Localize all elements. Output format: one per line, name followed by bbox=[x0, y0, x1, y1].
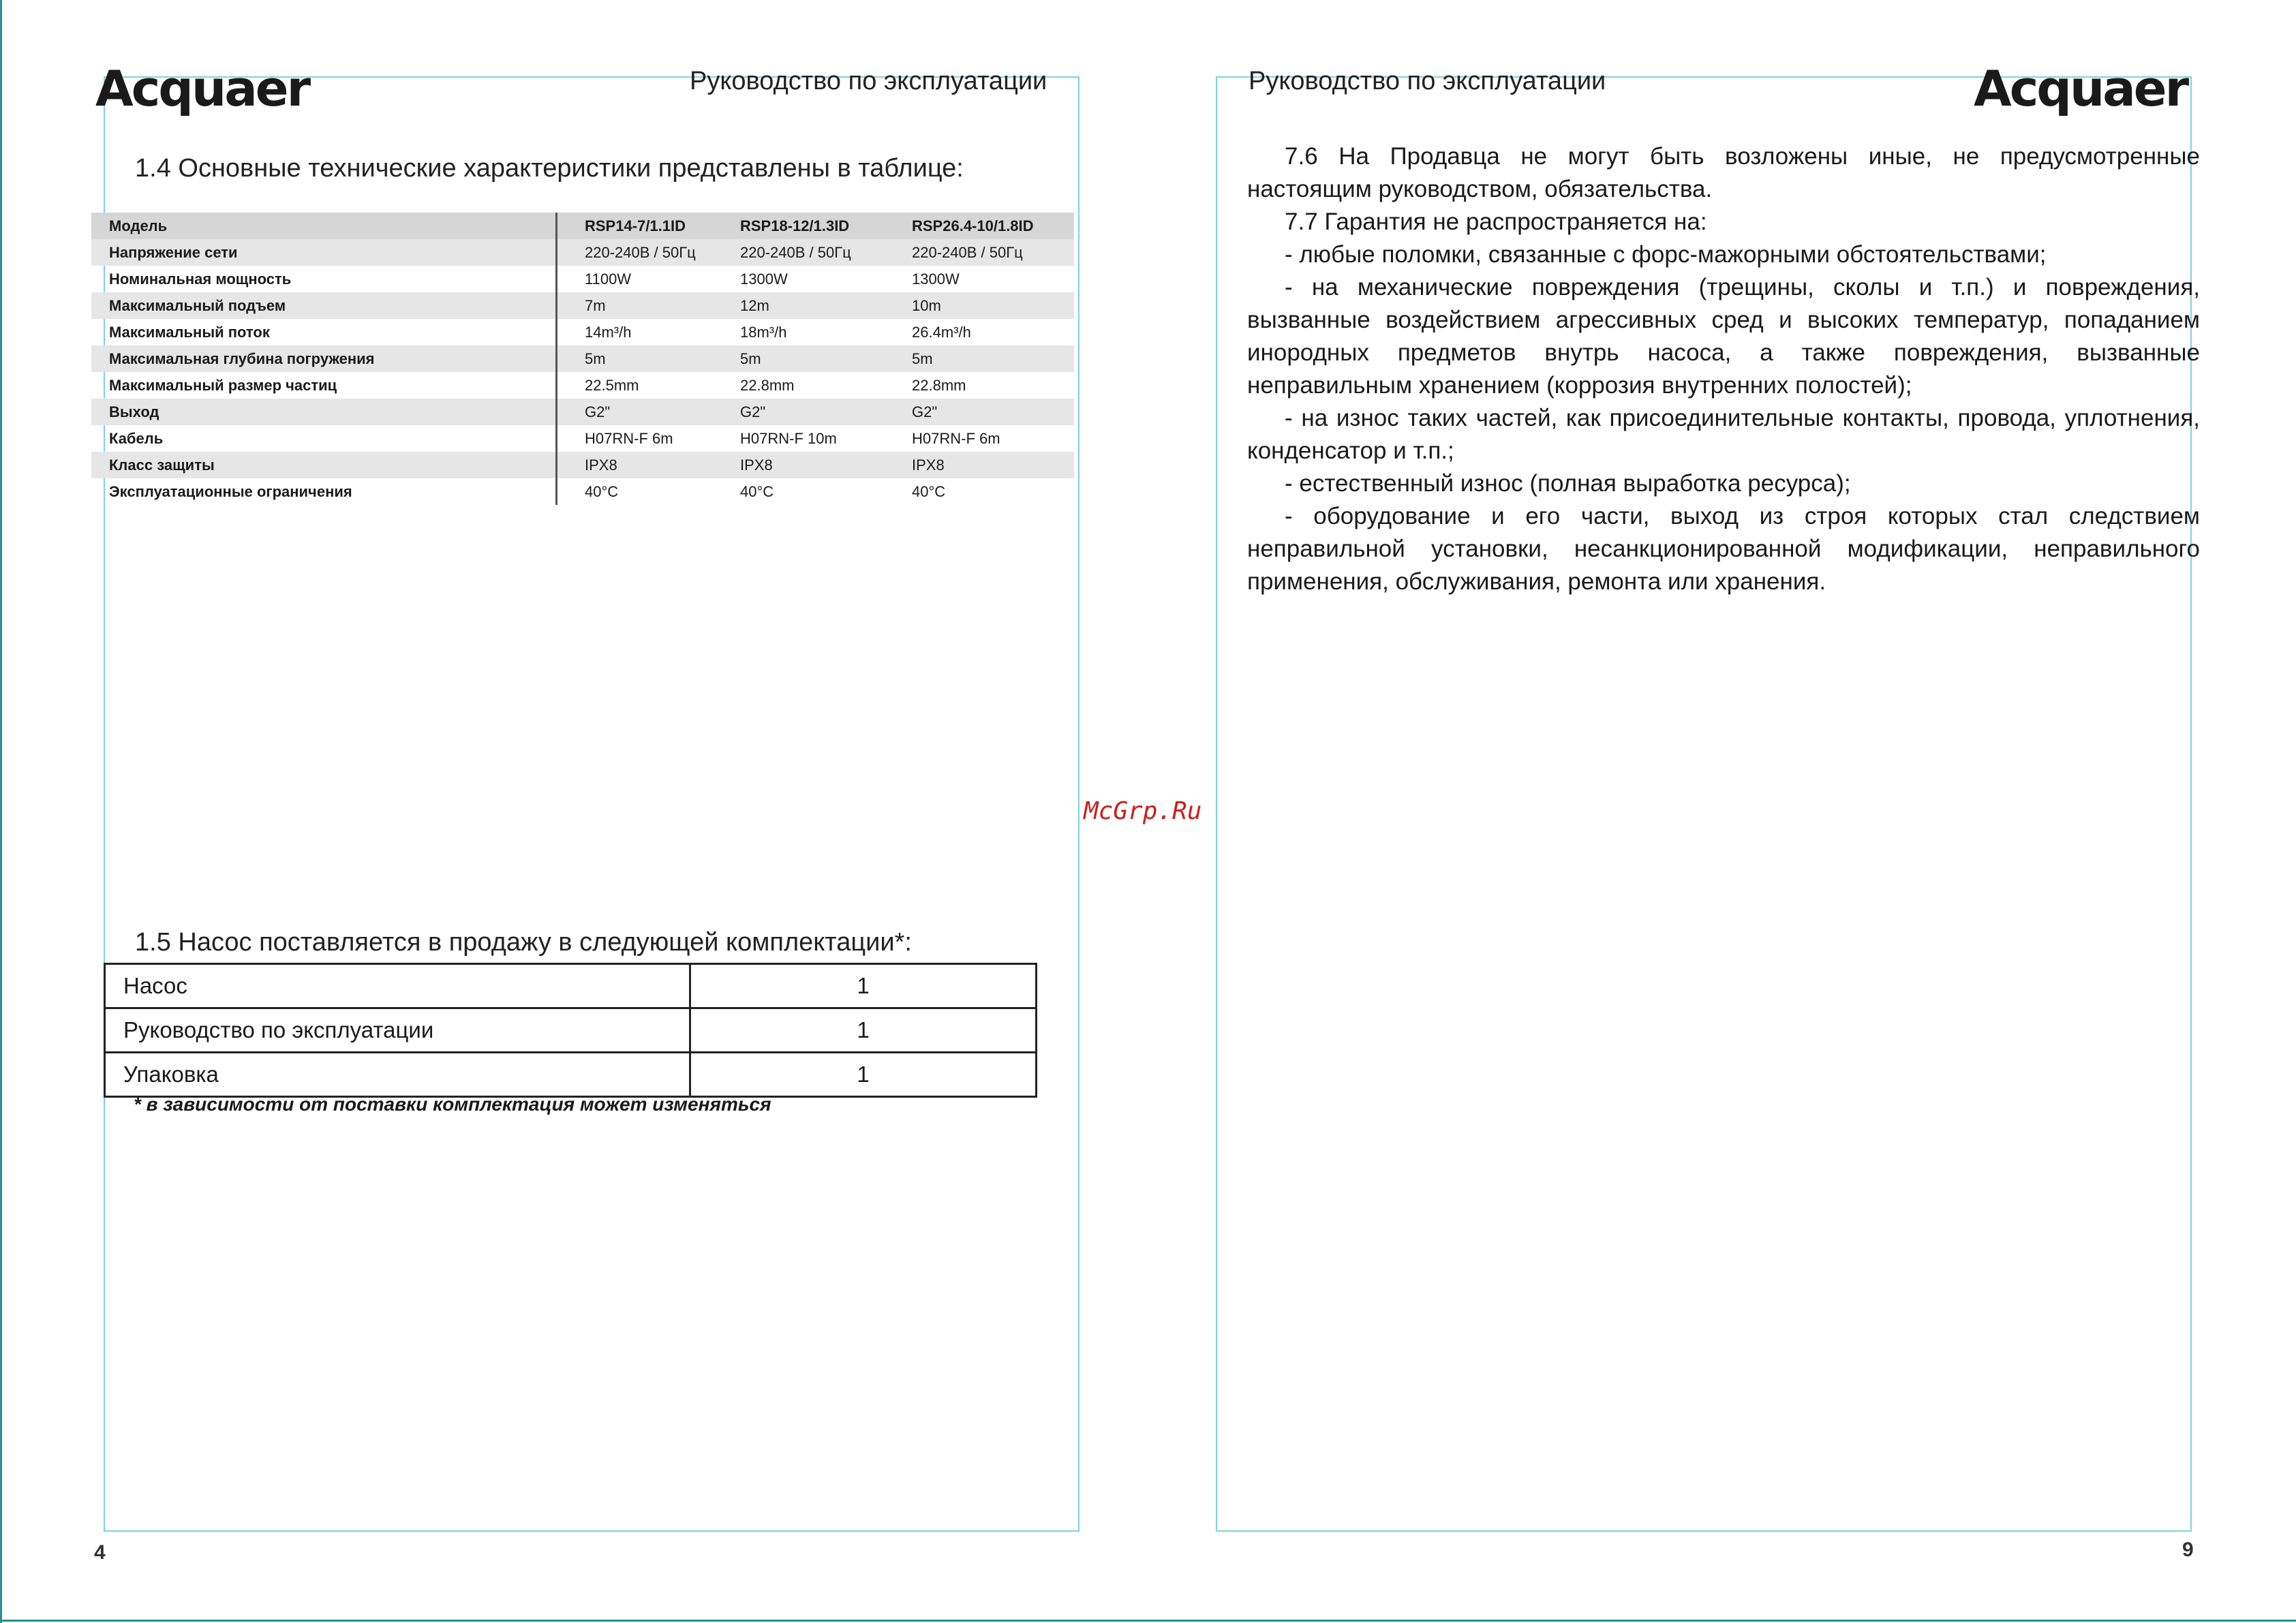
paragraph: 7.6 На Продавца не могут быть возложены иные, не предусмотренные настоящим руководством, обязательства. bbox=[1247, 143, 2200, 202]
spec-cell: Выход bbox=[91, 399, 557, 425]
spec-cell: 22.5mm bbox=[585, 376, 639, 394]
table-row bbox=[105, 1008, 1037, 1053]
right-page-number: 9 bbox=[2182, 1539, 2194, 1561]
kit-item-cell: Упаковка bbox=[105, 1053, 690, 1097]
left-edge-line bbox=[0, 0, 2, 1623]
kit-qty-cell: 1 bbox=[690, 964, 1037, 1008]
paragraph: - оборудование и его части, выход из строя которых стал следствием неправильной установки, несанкционированной модификации, неправильного применения, обслуживания, ремонта или хранения. bbox=[1247, 503, 2200, 595]
spec-cell: 220-240В / 50Гц bbox=[585, 243, 696, 261]
spec-cell: G2" bbox=[912, 403, 938, 420]
kit-footnote: * в зависимости от поставки комплектация может изменяться bbox=[134, 1094, 771, 1115]
spec-cell: 40°C bbox=[740, 482, 774, 500]
spec-cell: Максимальный поток bbox=[91, 319, 557, 345]
kit-qty-cell: 1 bbox=[690, 1008, 1037, 1053]
spec-cell: IPX8 bbox=[585, 456, 617, 474]
spec-cell: IPX8 bbox=[740, 456, 773, 474]
left-page-number: 4 bbox=[94, 1541, 106, 1564]
spec-cell: IPX8 bbox=[912, 456, 945, 474]
spec-header-cell: RSP14-7/1.1ID bbox=[585, 217, 686, 234]
kit-qty-cell: 1 bbox=[690, 1053, 1037, 1097]
spec-cell: 7m bbox=[585, 296, 606, 314]
kit-table bbox=[104, 963, 1037, 1098]
spec-cell: 10m bbox=[912, 296, 941, 314]
spec-cell: H07RN-F 10m bbox=[740, 429, 837, 447]
paragraph: - любые поломки, связанные с форс-мажорными обстоятельствами; bbox=[1285, 241, 2047, 268]
paragraph: 7.7 Гарантия не распространяется на: bbox=[1285, 208, 1707, 235]
kit-item-cell: Руководство по эксплуатации bbox=[105, 1008, 690, 1053]
spec-cell: G2" bbox=[740, 403, 766, 420]
right-logo: Acquaer bbox=[1974, 60, 2188, 117]
spec-cell: Максимальный размер частиц bbox=[91, 372, 557, 399]
spec-cell: 40°C bbox=[585, 482, 619, 500]
table-row bbox=[91, 345, 1074, 372]
spec-cell: Эксплуатационные ограничения bbox=[91, 478, 557, 505]
spec-cell: H07RN-F 6m bbox=[912, 429, 1000, 447]
kit-item-cell: Насос bbox=[105, 964, 690, 1008]
spec-cell: 1100W bbox=[585, 270, 632, 288]
table-row bbox=[105, 964, 1037, 1008]
right-header-title: Руководство по эксплуатации bbox=[1249, 67, 1606, 95]
left-logo: Acquaer bbox=[95, 60, 309, 117]
spec-cell: 22.8mm bbox=[912, 376, 966, 394]
paragraph: - естественный износ (полная выработка ресурса); bbox=[1285, 470, 1851, 497]
table-row bbox=[91, 478, 1074, 505]
watermark-text[interactable]: McGrp.Ru bbox=[1084, 797, 1202, 825]
spec-header-cell: RSP18-12/1.3ID bbox=[740, 217, 850, 234]
table-row bbox=[91, 372, 1074, 399]
spec-header-cell: RSP26.4-10/1.8ID bbox=[912, 217, 1034, 234]
spec-cell: 18m³/h bbox=[740, 323, 787, 341]
spec-cell: 22.8mm bbox=[740, 376, 795, 394]
spec-cell: Номинальная мощность bbox=[91, 266, 557, 292]
spec-cell: 1300W bbox=[912, 270, 960, 288]
table-row bbox=[91, 266, 1074, 292]
table-row bbox=[91, 319, 1074, 345]
table-row bbox=[105, 1053, 1037, 1097]
warranty-text bbox=[1247, 140, 2200, 598]
spec-cell: 14m³/h bbox=[585, 323, 632, 341]
spec-table bbox=[91, 213, 1074, 505]
spec-cell: 220-240В / 50Гц bbox=[912, 243, 1023, 261]
spec-cell: 5m bbox=[912, 350, 933, 367]
spec-cell: 5m bbox=[740, 350, 761, 367]
paragraph: - на износ таких частей, как присоединительные контакты, провода, уплотнения, конденсатор и т.п.; bbox=[1247, 405, 2200, 464]
table-row bbox=[91, 292, 1074, 319]
spec-cell: Кабель bbox=[91, 425, 557, 452]
left-header-title: Руководство по эксплуатации bbox=[690, 67, 1047, 95]
spec-cell: H07RN-F 6m bbox=[585, 429, 673, 447]
spec-cell: Максимальная глубина погружения bbox=[91, 345, 557, 372]
table-row bbox=[91, 239, 1074, 266]
spec-cell: 40°C bbox=[912, 482, 946, 500]
spec-cell: 26.4m³/h bbox=[912, 323, 971, 341]
table-row bbox=[91, 399, 1074, 425]
spec-table-header bbox=[91, 213, 1074, 239]
spec-cell: Напряжение сети bbox=[91, 239, 557, 266]
spec-cell: 220-240В / 50Гц bbox=[740, 243, 851, 261]
spec-cell: G2" bbox=[585, 403, 611, 420]
spec-header-cell: Модель bbox=[91, 213, 557, 239]
spec-cell: Максимальный подъем bbox=[91, 292, 557, 319]
spec-cell: Класс защиты bbox=[91, 452, 557, 478]
table-row bbox=[91, 452, 1074, 478]
spec-cell: 12m bbox=[740, 296, 769, 314]
spec-cell: 1300W bbox=[740, 270, 788, 288]
spec-cell: 5m bbox=[585, 350, 606, 367]
kit-heading: 1.5 Насос поставляется в продажу в следующей комплектации*: bbox=[135, 928, 912, 957]
table-row bbox=[91, 425, 1074, 452]
spec-heading: 1.4 Основные технические характеристики представлены в таблице: bbox=[135, 154, 964, 183]
bottom-edge-line bbox=[0, 1620, 2296, 1622]
paragraph: - на механические повреждения (трещины, сколы и т.п.) и повреждения, вызванные воздействием агрессивных сред и высоких температур, попаданием инородных предметов внутрь насоса, а также повреждения, вызванные неправильным хранением (коррозия внутренних полостей); bbox=[1247, 274, 2200, 399]
